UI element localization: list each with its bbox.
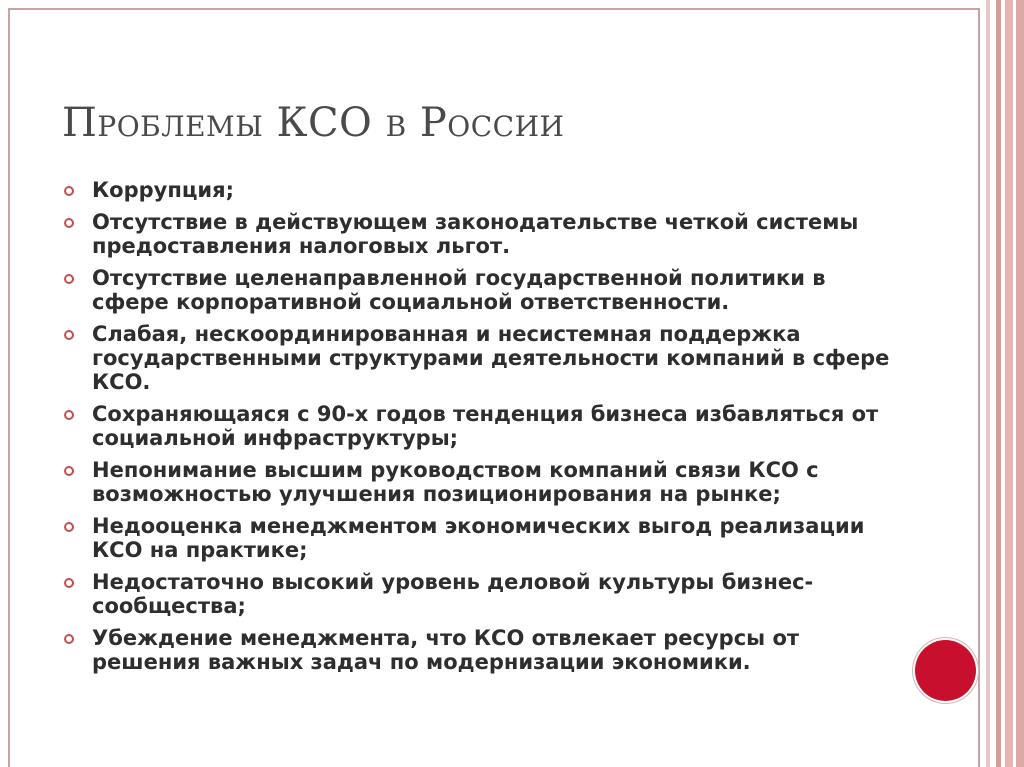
bullet-icon — [64, 186, 74, 196]
list-item — [62, 626, 902, 674]
bullet-icon — [64, 410, 74, 420]
list-item — [62, 178, 902, 202]
list-item-text: Отсутствие в действующем законодательстве четкой системы предоставления налоговых льгот. — [92, 210, 859, 258]
decorative-circle — [915, 640, 976, 701]
bullet-icon — [64, 522, 74, 532]
bullet-icon — [64, 274, 74, 284]
stripe — [1016, 0, 1024, 767]
list-item-text: Коррупция; — [92, 178, 235, 202]
list-item-text: Отсутствие целенаправленной государственной политики в сфере корпоративной социальной ответственности. — [92, 266, 826, 314]
list-item — [62, 322, 902, 394]
list-item-text: Убеждение менеджмента, что КСО отвлекает ресурсы от решения важных задач по модернизации экономики. — [92, 626, 800, 674]
list-item — [62, 458, 902, 506]
list-item — [62, 266, 902, 314]
list-item-text: Недооценка менеджментом экономических выгод реализации КСО на практике; — [92, 514, 865, 562]
bullet-icon — [64, 634, 74, 644]
list-item — [62, 210, 902, 258]
bullet-icon — [64, 466, 74, 476]
list-item — [62, 514, 902, 562]
list-item-text: Слабая, нескоординированная и несистемная поддержка государственными структурами деятельности компаний в сфере КСО. — [92, 322, 890, 394]
bullet-icon — [64, 578, 74, 588]
list-item — [62, 570, 902, 618]
list-item-text: Недостаточно высокий уровень деловой культуры бизнес-сообщества; — [92, 570, 814, 618]
bullet-icon — [64, 330, 74, 340]
list-item-text: Сохраняющаяся с 90-х годов тенденция бизнеса избавляться от социальной инфраструктуры; — [92, 402, 879, 450]
list-item — [62, 402, 902, 450]
list-item-text: Непонимание высшим руководством компаний связи КСО с возможностью улучшения позиционирования на рынке; — [92, 458, 819, 506]
stripe — [1005, 0, 1013, 767]
decorative-stripes — [980, 0, 1024, 767]
bullet-list — [62, 178, 902, 682]
bullet-icon — [64, 218, 74, 228]
slide-title: Проблемы КСО в России — [62, 100, 565, 146]
